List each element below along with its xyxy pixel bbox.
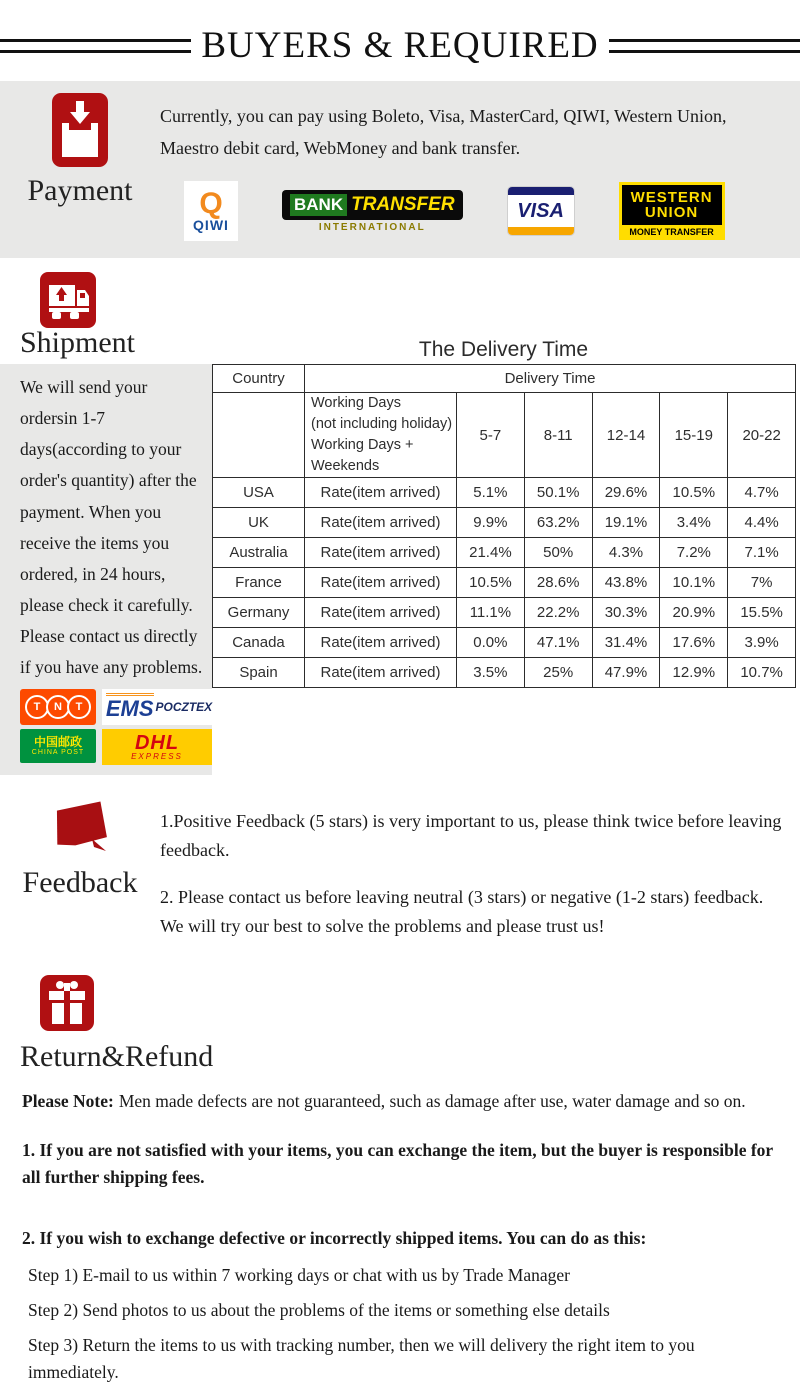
dhl-express-text: EXPRESS bbox=[131, 752, 183, 762]
rate-label-cell: Rate(item arrived) bbox=[305, 568, 457, 598]
money-transfer-text: MONEY TRANSFER bbox=[629, 227, 714, 237]
rate-cell: 10.7% bbox=[728, 658, 796, 688]
payment-label: Payment bbox=[27, 174, 133, 207]
col-header-delivery-time: Delivery Time bbox=[305, 365, 796, 393]
feedback-icon-column bbox=[0, 801, 160, 940]
day-range-header: 8-11 bbox=[524, 393, 592, 478]
table-row bbox=[213, 568, 796, 598]
rate-cell: 10.5% bbox=[660, 478, 728, 508]
working-days-cell bbox=[305, 393, 457, 478]
country-cell: Canada bbox=[213, 628, 305, 658]
rate-cell: 3.4% bbox=[660, 508, 728, 538]
returns-notes bbox=[22, 1088, 778, 1387]
bank-transfer-bar bbox=[282, 190, 463, 220]
returns-point-1: 1. If you are not satisfied with your items, you can exchange the item, but the buyer is responsible for all further shipping fees. bbox=[22, 1139, 773, 1187]
payment-description: Currently, you can pay using Boleto, Visa, MasterCard, QIWI, Western Union, Maestro debit card, WebMoney and bank transfer. bbox=[160, 106, 727, 158]
western-union-logo bbox=[619, 182, 725, 240]
tnt-letter: N bbox=[46, 695, 70, 719]
rate-cell: 17.6% bbox=[660, 628, 728, 658]
feedback-point-1: 1.Positive Feedback (5 stars) is very important to us, please think twice before leaving feedback. bbox=[160, 811, 782, 861]
rate-label-cell: Rate(item arrived) bbox=[305, 598, 457, 628]
rate-cell: 47.9% bbox=[592, 658, 660, 688]
rate-cell: 19.1% bbox=[592, 508, 660, 538]
carrier-logos bbox=[20, 689, 213, 765]
dhl-text: DHL bbox=[134, 732, 180, 755]
rate-cell: 5.1% bbox=[457, 478, 525, 508]
returns-step-1: Step 1) E-mail to us within 7 working days or chat with us by Trade Manager bbox=[28, 1265, 570, 1286]
working-days-line: Working Days + Weekends bbox=[311, 437, 414, 475]
rate-cell: 22.2% bbox=[524, 598, 592, 628]
china-post-en-text: CHINA POST bbox=[31, 749, 85, 757]
bank-text: BANK bbox=[290, 194, 347, 216]
pocztex-text: POCZTEX bbox=[155, 700, 213, 715]
ems-text: EMS bbox=[106, 693, 154, 722]
rate-cell: 12.9% bbox=[660, 658, 728, 688]
qiwi-q-icon: Q bbox=[199, 186, 223, 220]
visa-bottom-stripe bbox=[508, 227, 574, 235]
rate-cell: 0.0% bbox=[457, 628, 525, 658]
returns-point-2: 2. If you wish to exchange defective or incorrectly shipped items. You can do as this: bbox=[22, 1227, 647, 1248]
returns-step-3: Step 3) Return the items to us with tracking number, then we will delivery the right item to you immediately. bbox=[28, 1335, 695, 1383]
shipment-note-column bbox=[0, 364, 212, 775]
western-union-block bbox=[622, 185, 722, 225]
table-row bbox=[213, 538, 796, 568]
rate-cell: 3.5% bbox=[457, 658, 525, 688]
please-note-text: Men made defects are not guaranteed, such as damage after use, water damage and so on. bbox=[118, 1090, 746, 1111]
page-title: BUYERS & REQUIRED bbox=[201, 25, 599, 66]
please-note-line bbox=[22, 1088, 778, 1115]
page-header bbox=[0, 0, 800, 67]
rate-label-cell: Rate(item arrived) bbox=[305, 628, 457, 658]
qiwi-text: QIWI bbox=[193, 216, 229, 233]
feedback-label: Feedback bbox=[22, 866, 138, 900]
rate-cell: 63.2% bbox=[524, 508, 592, 538]
dhl-logo bbox=[102, 729, 212, 765]
rate-cell: 43.8% bbox=[592, 568, 660, 598]
payment-icon bbox=[52, 93, 108, 172]
table-row bbox=[213, 628, 796, 658]
tnt-letter: T bbox=[25, 695, 49, 719]
feedback-section bbox=[0, 801, 800, 940]
bank-transfer-logo bbox=[282, 190, 463, 233]
payment-content bbox=[160, 93, 800, 242]
day-range-header: 5-7 bbox=[457, 393, 525, 478]
feedback-texts bbox=[160, 801, 800, 940]
shipment-label: Shipment bbox=[20, 326, 136, 359]
feedback-point-2: 2. Please contact us before leaving neutral (3 stars) or negative (1-2 stars) feedback. We will try our best to solve the problems and please trust us! bbox=[160, 887, 764, 936]
rate-cell: 29.6% bbox=[592, 478, 660, 508]
rate-cell: 30.3% bbox=[592, 598, 660, 628]
rate-cell: 47.1% bbox=[524, 628, 592, 658]
rate-cell: 7.2% bbox=[660, 538, 728, 568]
rate-cell: 4.7% bbox=[728, 478, 796, 508]
rate-cell: 11.1% bbox=[457, 598, 525, 628]
rate-cell: 25% bbox=[524, 658, 592, 688]
returns-section bbox=[20, 975, 800, 1074]
visa-logo bbox=[507, 186, 575, 236]
day-range-header: 15-19 bbox=[660, 393, 728, 478]
table-row bbox=[213, 508, 796, 538]
china-post-logo bbox=[20, 729, 96, 763]
tnt-letter: T bbox=[67, 695, 91, 719]
rate-cell: 7.1% bbox=[728, 538, 796, 568]
rate-cell: 20.9% bbox=[660, 598, 728, 628]
rate-label-cell: Rate(item arrived) bbox=[305, 658, 457, 688]
table-row bbox=[213, 658, 796, 688]
please-note-label: Please Note: bbox=[22, 1090, 114, 1111]
table-row bbox=[213, 478, 796, 508]
rate-cell: 50% bbox=[524, 538, 592, 568]
delivery-table bbox=[212, 364, 796, 688]
rate-cell: 7% bbox=[728, 568, 796, 598]
delivery-time-title: The Delivery Time bbox=[418, 338, 589, 361]
rate-cell: 50.1% bbox=[524, 478, 592, 508]
working-days-line: Working Days bbox=[311, 395, 401, 411]
rate-cell: 15.5% bbox=[728, 598, 796, 628]
shipment-header bbox=[0, 268, 800, 364]
day-range-header: 20-22 bbox=[728, 393, 796, 478]
working-days-line: (not including holiday) bbox=[311, 416, 453, 433]
rate-label-cell: Rate(item arrived) bbox=[305, 538, 457, 568]
payment-logos bbox=[184, 180, 800, 242]
country-cell: UK bbox=[213, 508, 305, 538]
shipment-body bbox=[0, 364, 800, 775]
transfer-text: TRANSFER bbox=[351, 193, 455, 215]
header-rule-right bbox=[609, 39, 800, 53]
day-range-header: 12-14 bbox=[592, 393, 660, 478]
gift-icon bbox=[40, 1018, 94, 1035]
qiwi-logo bbox=[184, 181, 238, 241]
table-cell-empty bbox=[213, 393, 305, 478]
rate-cell: 9.9% bbox=[457, 508, 525, 538]
col-header-country: Country bbox=[213, 365, 305, 393]
returns-step-2: Step 2) Send photos to us about the problems of the items or something else details bbox=[28, 1300, 610, 1321]
rate-cell: 4.4% bbox=[728, 508, 796, 538]
payment-icon-column bbox=[0, 93, 160, 242]
rate-cell: 10.1% bbox=[660, 568, 728, 598]
country-cell: Australia bbox=[213, 538, 305, 568]
feedback-bubble-icon bbox=[44, 801, 116, 864]
country-cell: France bbox=[213, 568, 305, 598]
rate-cell: 21.4% bbox=[457, 538, 525, 568]
western-text: WESTERN bbox=[630, 189, 713, 206]
shipment-note: We will send your ordersin 1-7 days(according to your order's quantity) after the payment. When you receive the items you ordered, in 24 hours, please check it carefully. Please contact us directly if you have any problems. bbox=[20, 377, 203, 678]
rate-cell: 10.5% bbox=[457, 568, 525, 598]
country-cell: Germany bbox=[213, 598, 305, 628]
tnt-logo bbox=[20, 689, 96, 725]
rate-cell: 4.3% bbox=[592, 538, 660, 568]
country-cell: USA bbox=[213, 478, 305, 508]
rate-label-cell: Rate(item arrived) bbox=[305, 508, 457, 538]
table-row bbox=[213, 598, 796, 628]
visa-text: VISA bbox=[517, 199, 564, 222]
international-text: INTERNATIONAL bbox=[318, 221, 426, 233]
truck-icon bbox=[40, 272, 96, 333]
rate-cell: 3.9% bbox=[728, 628, 796, 658]
china-post-cn-text: 中国邮政 bbox=[33, 734, 82, 749]
ems-pocztex-logo bbox=[102, 689, 216, 725]
header-rule-left bbox=[0, 39, 191, 53]
payment-section bbox=[0, 81, 800, 258]
returns-label: Return&Refund bbox=[20, 1039, 214, 1073]
visa-top-stripe bbox=[508, 187, 574, 195]
rate-cell: 28.6% bbox=[524, 568, 592, 598]
country-cell: Spain bbox=[213, 658, 305, 688]
union-text: UNION bbox=[644, 204, 699, 221]
rate-cell: 31.4% bbox=[592, 628, 660, 658]
rate-label-cell: Rate(item arrived) bbox=[305, 478, 457, 508]
